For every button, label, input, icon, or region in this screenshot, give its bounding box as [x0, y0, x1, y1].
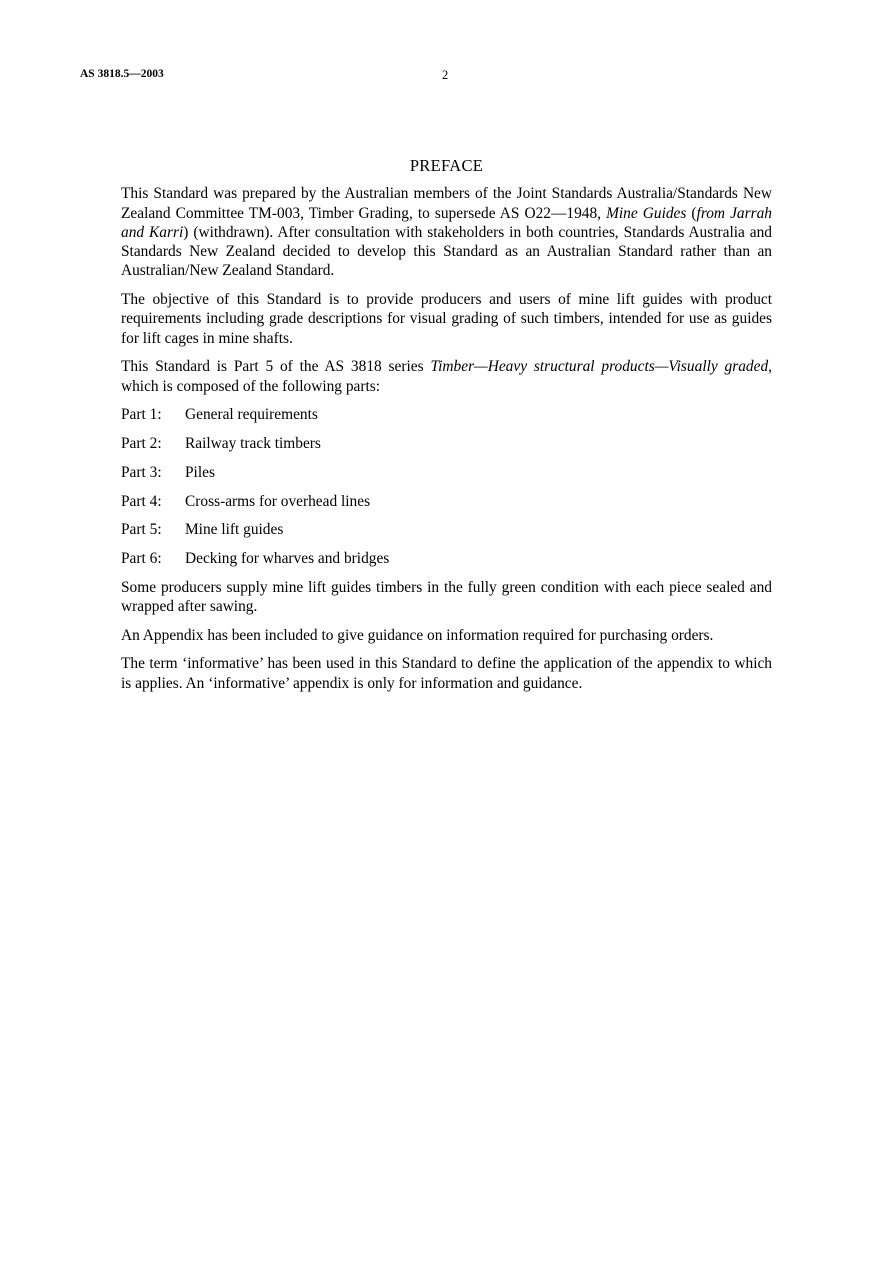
part-title: Cross-arms for overhead lines [185, 492, 371, 510]
section-title: PREFACE [409, 156, 484, 175]
list-item [121, 434, 772, 453]
part-number: Part 4: [121, 492, 162, 510]
part-title: General requirements [185, 406, 318, 424]
paragraph-text: ( [686, 204, 697, 222]
page-number: 2 [442, 68, 449, 82]
part-title: Railway track timbers [185, 435, 321, 453]
part-number: Part 6: [121, 549, 162, 567]
cited-title: Mine Guides [606, 204, 687, 222]
paragraph-informative: The term ‘informative’ has been used in this Standard to define the application of the appendix to which is applies. An ‘informative’ appendix is only for information and guidance. [121, 655, 772, 692]
document-id: AS 3818.5—2003 [80, 68, 164, 80]
series-title: Timber—Heavy structural products—Visually graded [430, 358, 769, 376]
paragraph-appendix: An Appendix has been included to give guidance on information required for purchasing orders. [121, 626, 714, 644]
paragraph-preparation [121, 184, 772, 280]
paragraph-supply: Some producers supply mine lift guides timbers in the fully green condition with each piece sealed and wrapped after sawing. [121, 578, 772, 615]
page-header [80, 68, 820, 84]
list-item [121, 520, 772, 539]
cited-subtitle: from Jarrah and Karri [121, 204, 773, 241]
part-title: Piles [185, 463, 215, 481]
list-item [121, 492, 772, 511]
paragraph-objective: The objective of this Standard is to provide producers and users of mine lift guides with product requirements including grade descriptions for visual grading of such timbers, intended for use as guides for lift cages in mine shafts. [121, 291, 772, 347]
part-number: Part 5: [121, 521, 162, 539]
paragraph-text: , which is composed of the following parts: [121, 358, 772, 395]
part-title: Decking for wharves and bridges [185, 549, 390, 567]
paragraph-series [121, 357, 772, 396]
part-number: Part 1: [121, 406, 162, 424]
list-item [121, 405, 772, 424]
preface-section [121, 156, 772, 702]
list-item [121, 549, 772, 568]
part-number: Part 2: [121, 435, 162, 453]
paragraph-text: ) (withdrawn). After consultation with stakeholders in both countries, Standards Australia and Standards New Zealand decided to develop this Standard as an Australian Standard rather than an Australian/New Zealand Standard. [121, 223, 772, 280]
parts-list [121, 405, 772, 568]
paragraph-text: This Standard is Part 5 of the AS 3818 series [121, 358, 431, 376]
paragraph-text: This Standard was prepared by the Australian members of the Joint Standards Australia/Standards New Zealand Committee TM-003, Timber Grading, to supersede AS O22—1948, [121, 185, 772, 222]
part-title: Mine lift guides [185, 521, 284, 539]
part-number: Part 3: [121, 463, 162, 481]
list-item [121, 463, 772, 482]
